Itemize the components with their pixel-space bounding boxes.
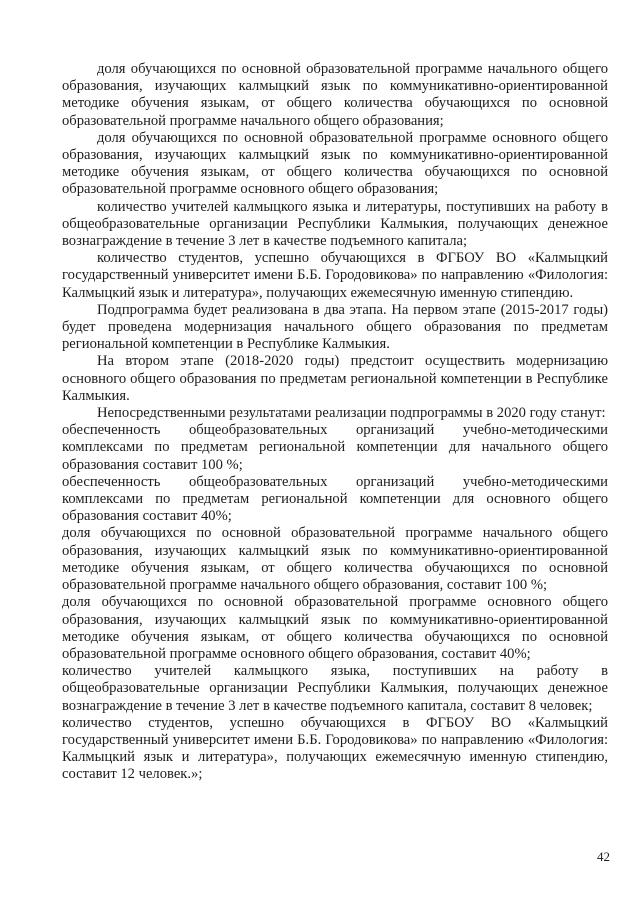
paragraph: доля обучающихся по основной образовательной программе основного общего образования, изучающих калмыцкий язык по коммуникативно-ориентированной методике обучения языкам, от общего количества обучающихся по основной образовательной программе основного общего образования; xyxy=(62,129,608,198)
result-item: обеспеченность общеобразовательных организаций учебно-методическими комплексами по предметам региональной компетенции для начального общего образования составит 100 %; xyxy=(62,422,608,473)
result-item: обеспеченность общеобразовательных организаций учебно-методическими комплексами по предметам региональной компетенции для основного общего образования составит 40%; xyxy=(62,473,608,525)
result-item: доля обучающихся по основной образовательной программе основного общего образования, изучающих калмыцкий язык по коммуникативно-ориентированной методике обучения языкам, от общего количества обучающихся по основной образовательной программе основного общего образования, составит 40%; xyxy=(62,594,608,662)
paragraph: количество студентов, успешно обучающихся в ФГБОУ ВО «Калмыцкий государственный университет имени Б.Б. Городовикова» по направлению «Филология: Калмыцкий язык и литература», получающих ежемесячную именную стипендию. xyxy=(62,250,608,301)
paragraph: количество учителей калмыцкого языка и литературы, поступивших на работу в общеобразовательные организации Республики Калмыкия, получающих денежное вознаграждение в течение 3 лет в качестве подъемного капитала; xyxy=(62,198,608,250)
paragraph: доля обучающихся по основной образовательной программе начального общего образования, изучающих калмыцкий язык по коммуникативно-ориентированной методике обучения языкам, от общего количества обучающихся по основной образовательной программе начального общего образования; xyxy=(62,61,608,129)
page-number: 42 xyxy=(597,849,610,864)
result-item: доля обучающихся по основной образовательной программе начального общего образования, изучающих калмыцкий язык по коммуникативно-ориентированной методике обучения языкам, от общего количества обучающихся по основной образовательной программе начального общего образования, составит 100 %; xyxy=(62,525,608,594)
paragraph: На втором этапе (2018-2020 годы) предстоит осуществить модернизацию основного общего образования по предметам региональной компетенции в Республике Калмыкия. xyxy=(62,353,608,404)
result-item: количество студентов, успешно обучающихся в ФГБОУ ВО «Калмыцкий государственный университет имени Б.Б. Городовикова» по направлению «Филология: Калмыцкий язык и литература», получающих ежемесячную именную стипендию, составит 12 человек.»; xyxy=(62,714,608,783)
document-body xyxy=(62,61,608,784)
paragraph: Подпрограмма будет реализована в два этапа. На первом этапе (2015-2017 годы) будет проведена модернизация начального общего образования по предметам региональной компетенции в Республике Калмыкия. xyxy=(62,301,608,353)
result-item: количество учителей калмыцкого языка, поступивших на работу в общеобразовательные организации Республики Калмыкия, получающих денежное вознаграждение в течение 3 лет в качестве подъемного капитала, составит 8 человек; xyxy=(62,663,608,714)
paragraph: Непосредственными результатами реализации подпрограммы в 2020 году станут: xyxy=(97,405,606,422)
